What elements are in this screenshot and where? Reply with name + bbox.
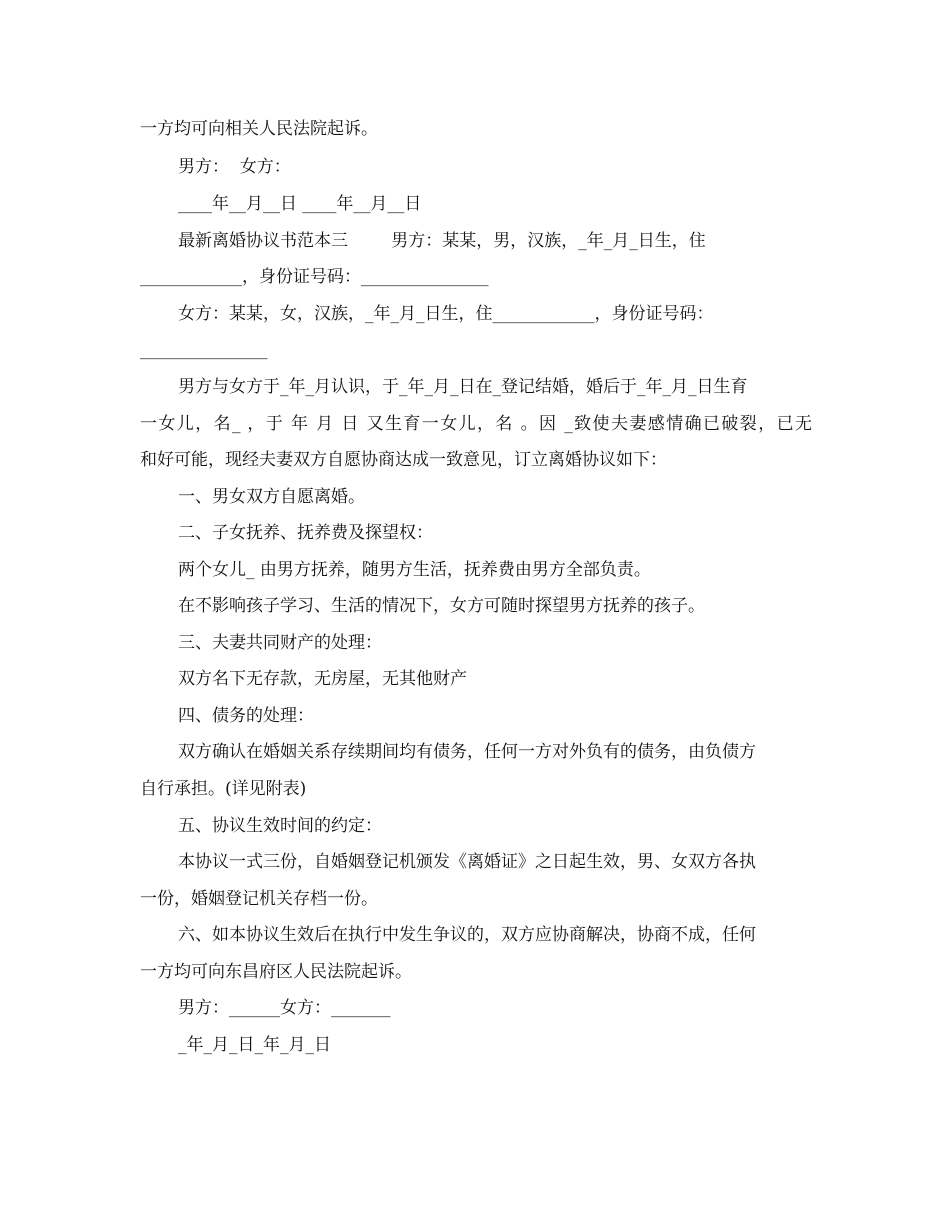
section-title-sample-3: 最新离婚协议书范本三 男方：某某，男，汉族，_年_月_日生，住	[178, 231, 706, 251]
effective-line-2: 一份，婚姻登记机关存档一份。	[140, 889, 378, 909]
property-line: 双方名下无存款，无房屋，无其他财产	[178, 669, 467, 689]
clause-1: 一、男女双方自愿离婚。	[178, 487, 365, 507]
custody-line: 两个女儿_ 由男方抚养，随男方生活，抚养费由男方全部负责。	[178, 560, 651, 580]
male-id-line: ____________，身份证号码：_______________	[140, 267, 489, 287]
clause-5-title: 五、协议生效时间的约定：	[178, 816, 382, 836]
marriage-paragraph-line-2: 一女儿，名_ ，于 年 月 日 又生育一女儿，名 。因 _致使夫妻感情确已破裂，已无	[140, 414, 812, 434]
marriage-paragraph-line-1: 男方与女方于_年_月认识，于_年_月_日在_登记结婚，婚后于_年_月_日生育	[178, 377, 748, 397]
date-line-2: _年_月_日_年_月_日	[178, 1035, 331, 1055]
text-line-1: 一方均可向相关人民法院起诉。	[140, 119, 378, 139]
clause-2-title: 二、子女抚养、抚养费及探望权：	[178, 523, 433, 543]
signature-labels-1: 男方： 女方：	[178, 157, 291, 177]
visitation-line: 在不影响孩子学习、生活的情况下，女方可随时探望男方抚养的孩子。	[178, 596, 705, 616]
female-id-blank: _______________	[140, 340, 268, 360]
female-info-line: 女方：某某，女，汉族，_年_月_日生，住____________，身份证号码：	[178, 304, 714, 324]
debt-line-2: 自行承担。(详见附表)	[140, 779, 307, 799]
marriage-paragraph-line-3: 和好可能，现经夫妻双方自愿协商达成一致意见，订立离婚协议如下：	[140, 450, 667, 470]
debt-line-1: 双方确认在婚姻关系存续期间均有债务，任何一方对外负有的债务，由负债方	[178, 742, 756, 762]
clause-4-title: 四、债务的处理：	[178, 706, 314, 726]
effective-line-1: 本协议一式三份，自婚姻登记机颁发《离婚证》之日起生效，男、女双方各执	[178, 852, 756, 872]
signature-line-2: 男方：______女方：_______	[178, 998, 391, 1018]
date-line-1: ____年__月__日 ____年__月__日	[178, 194, 422, 214]
clause-6-line-1: 六、如本协议生效后在执行中发生争议的，双方应协商解决，协商不成，任何	[178, 925, 756, 945]
clause-6-line-2: 一方均可向东昌府区人民法院起诉。	[140, 962, 412, 982]
clause-3-title: 三、夫妻共同财产的处理：	[178, 633, 382, 653]
